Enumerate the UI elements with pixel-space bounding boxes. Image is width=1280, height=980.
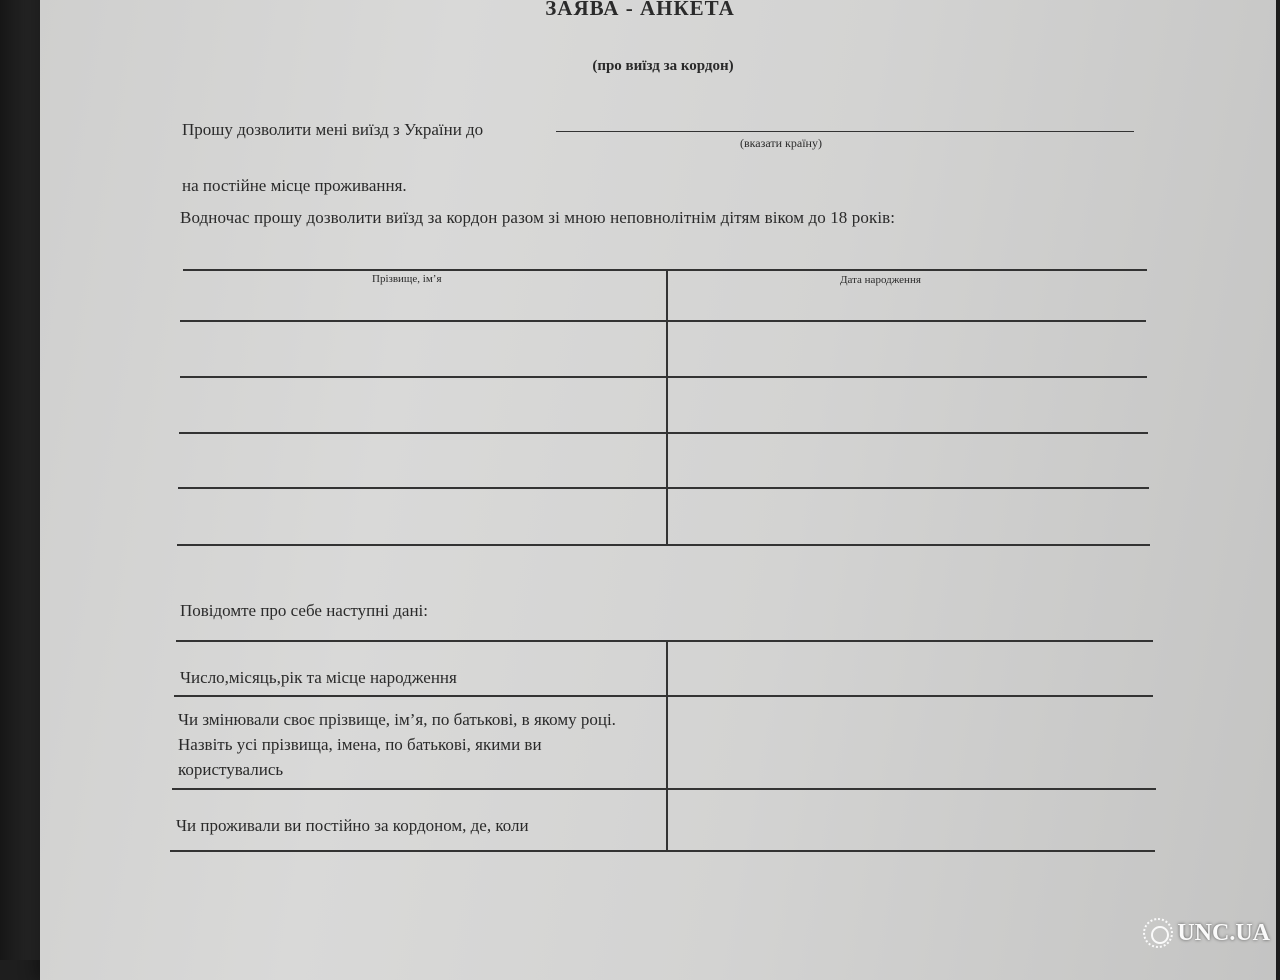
watermark-text: UNC.UA (1177, 919, 1270, 946)
personal-row-line-3 (170, 850, 1155, 852)
request-line-2: на постійне місце проживання. (182, 176, 407, 195)
children-row-line-1 (180, 320, 1146, 322)
children-row-line-5 (177, 544, 1150, 546)
children-row-line-3 (179, 432, 1148, 434)
children-header-dob: Дата народження (840, 274, 921, 286)
unc-logo-icon (1143, 918, 1173, 948)
country-hint: (вказати країну) (740, 136, 822, 150)
request-line-3: Водночас прошу дозволити виїзд за кордон разом зі мною неповнолітнім дітям віком до 18 років: (180, 208, 896, 227)
children-row-line-2 (180, 376, 1147, 378)
personal-row-abroad: Чи проживали ви постійно за кордоном, де, коли (176, 816, 529, 835)
table-surface (0, 0, 40, 960)
request-line-1: Прошу дозволити мені виїзд з України до (182, 120, 484, 139)
children-table-divider (666, 270, 668, 544)
personal-row-line-1 (174, 695, 1153, 697)
country-underline[interactable] (556, 131, 1134, 132)
children-header-name: Прізвище, ім’я (372, 273, 442, 285)
children-row-line-4 (178, 487, 1149, 489)
personal-intro: Повідомте про себе наступні дані: (180, 601, 429, 620)
children-table-border-top (183, 269, 1147, 271)
personal-row-birth: Число,місяць,рік та місце народження (180, 668, 457, 687)
personal-row-line-2 (172, 788, 1156, 790)
personal-row-name-change: Чи змінювали своє прізвище, ім’я, по батькові, в якому році. Назвіть усі прізвища, імена, по батькові, якими ви користувались (178, 710, 616, 779)
form-subtitle: (про виїзд за кордон) (592, 58, 734, 74)
form-title: ЗАЯВА - АНКЕТА (545, 0, 735, 20)
personal-table-divider (666, 641, 668, 851)
site-watermark (1143, 918, 1270, 948)
personal-table-border-top (176, 640, 1153, 642)
